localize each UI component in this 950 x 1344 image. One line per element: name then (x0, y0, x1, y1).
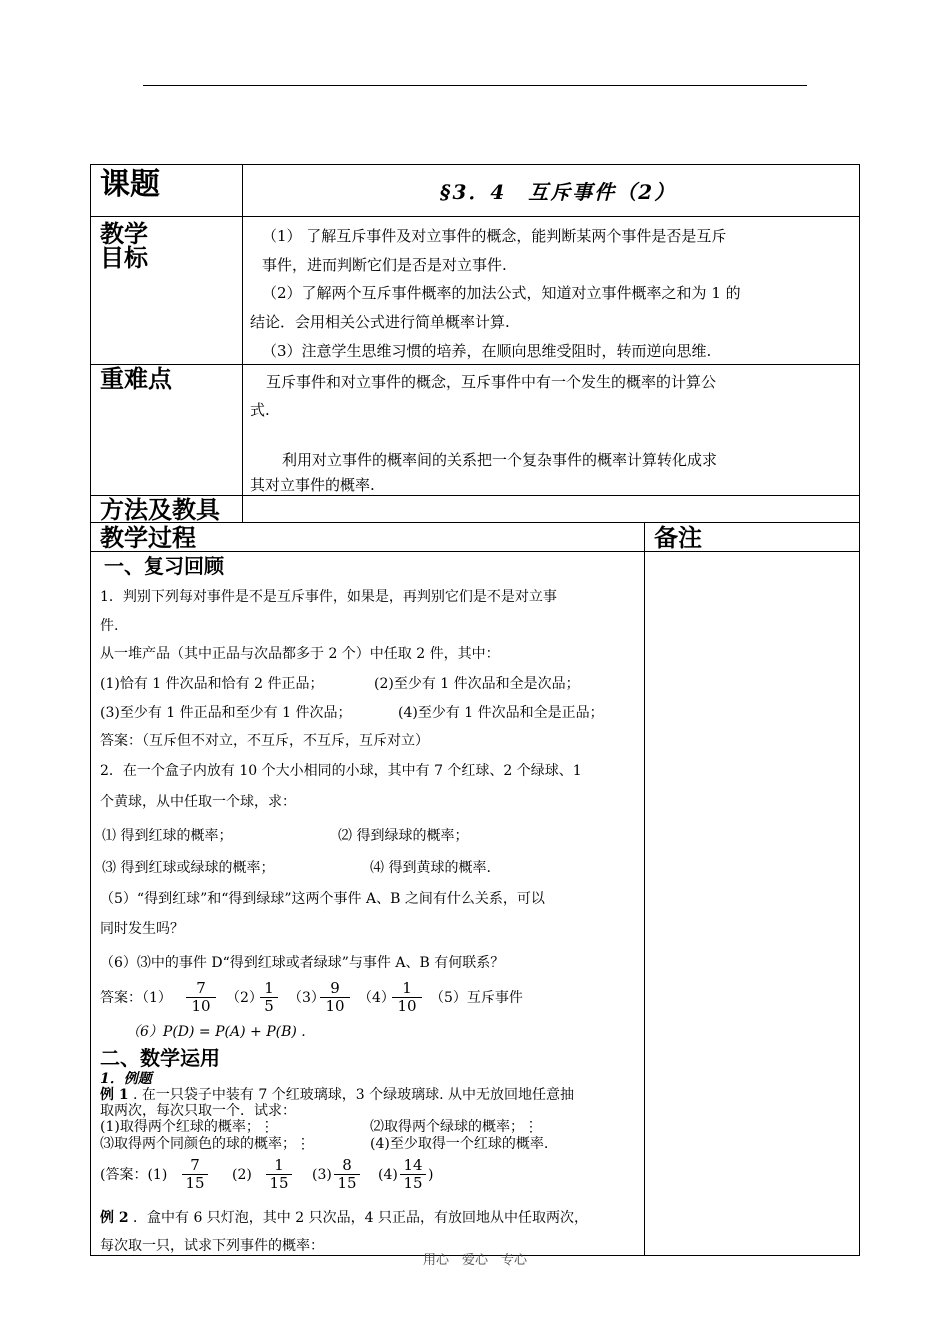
answer-label: ) (428, 1167, 434, 1183)
fraction: $\frac{9}{10}$ (320, 980, 350, 1015)
section-heading: 一、复习回顾 (104, 554, 224, 578)
question-line: 件. (100, 618, 119, 634)
page-title: §3．4 互斥事件（2） (440, 180, 677, 204)
option-item: ⑶取得两个同颜色的球的概率；⋮ (100, 1136, 310, 1152)
answer-label: （2） (226, 990, 263, 1006)
key-point-line: 其对立事件的概率. (250, 476, 375, 494)
key-point-line: 式. (250, 401, 270, 419)
key-point-line: 互斥事件和对立事件的概念，互斥事件中有一个发生的概率的计算公 (266, 373, 717, 391)
row-divider (90, 551, 860, 552)
option-item: (1)恰有 1 件次品和恰有 2 件正品； (100, 676, 324, 692)
goal-line: 事件，进而判断它们是否是对立事件. (262, 256, 507, 274)
answer-label: 答案：（1） (100, 990, 172, 1006)
top-rule (143, 85, 807, 86)
example-line: 每次取一只，试求下列事件的概率： (100, 1238, 324, 1254)
answer-label: （3） (288, 990, 325, 1006)
option-item: (2)至少有 1 件次品和全是次品； (374, 676, 580, 692)
fraction: $\frac{8}{15}$ (334, 1157, 360, 1192)
subheading: 1．例题 (100, 1071, 152, 1087)
answer-label: （5）互斥事件 (430, 990, 523, 1006)
fraction: $\frac{1}{15}$ (266, 1157, 292, 1192)
example-line: ．盒中有 6 只灯泡，其中 2 只次品，4 只正品，有放回地从中任取两次， (133, 1210, 588, 1226)
label-method: 方法及教具 (100, 496, 220, 524)
row-divider (90, 364, 860, 365)
question-line: 2．在一个盒子内放有 10 个大小相同的小球，其中有 7 个红球、2 个绿球、1 (100, 763, 582, 779)
fraction: $\frac{7}{15}$ (182, 1157, 208, 1192)
row-divider (90, 216, 860, 217)
fraction: $\frac{1}{5}$ (260, 980, 278, 1015)
option-item: ⑴ 得到红球的概率； (102, 828, 233, 844)
example-label: 例 2 (100, 1210, 129, 1226)
page-footer: 用心 爱心 专心 (422, 1253, 527, 1268)
question-line: 从一堆产品（其中正品与次品都多于 2 个）中任取 2 件，其中： (100, 646, 500, 662)
formula: （6）P(D) = P(A) + P(B) . (126, 1024, 306, 1040)
example-line: . 在一只袋子中装有 7 个红玻璃球，3 个绿玻璃球. 从中无放回地任意抽 (133, 1087, 574, 1103)
question-line: 同时发生吗？ (100, 921, 184, 937)
question-line: （6）⑶中的事件 D“得到红球或者绿球”与事件 A、B 有何联系？ (100, 955, 505, 971)
example-label: 例 1 (100, 1087, 129, 1103)
answer-label: (3) (312, 1167, 332, 1183)
goal-line: （2）了解两个互斥事件概率的加法公式，知道对立事件概率之和为 1 的 (262, 284, 741, 302)
column-divider (242, 164, 243, 522)
answer-label: （4） (358, 990, 395, 1006)
key-point-line: 利用对立事件的概率间的关系把一个复杂事件的概率计算转化成求 (282, 451, 718, 469)
question-line: 个黄球，从中任取一个球，求： (100, 794, 296, 810)
answer-label: (4) (378, 1167, 398, 1183)
section-heading: 二、数学运用 (100, 1046, 220, 1070)
answer-label: (2) (232, 1167, 252, 1183)
option-item: (4)至少取得一个红球的概率. (370, 1136, 549, 1152)
goal-line: （1） 了解互斥事件及对立事件的概念，能判断某两个事件是否是互斥 (262, 227, 727, 245)
example-line: 取两次，每次只取一个．试求： (100, 1103, 296, 1119)
fraction: $\frac{14}{15}$ (400, 1157, 426, 1192)
label-topic: 课题 (100, 167, 160, 202)
option-item: (3)至少有 1 件正品和至少有 1 件次品； (100, 705, 352, 721)
option-item: (4)至少有 1 件次品和全是正品； (398, 705, 604, 721)
option-item: ⑷ 得到黄球的概率. (370, 860, 491, 876)
column-divider (644, 522, 645, 1256)
option-item: ⑵ 得到绿球的概率； (338, 828, 469, 844)
fraction: $\frac{7}{10}$ (186, 980, 216, 1015)
question-line: 1．判别下列每对事件是不是互斥事件，如果是，再判别它们是不是对立事 (100, 589, 557, 605)
option-item: (1)取得两个红球的概率；⋮ (100, 1119, 274, 1135)
answer-label: (答案：(1) (100, 1167, 168, 1183)
label-goals-2: 目标 (100, 244, 148, 272)
answer-line: 答案：（互斥但不对立，不互斥，不互斥，互斥对立） (100, 733, 429, 749)
label-process: 教学过程 (100, 524, 196, 552)
option-item: ⑶ 得到红球或绿球的概率； (102, 860, 275, 876)
goal-line: 结论．会用相关公式进行简单概率计算. (250, 313, 510, 331)
label-key-points: 重难点 (100, 365, 172, 393)
fraction: $\frac{1}{10}$ (392, 980, 422, 1015)
option-item: ⑵取得两个绿球的概率；⋮ (370, 1119, 538, 1135)
label-goals: 教学 (100, 220, 148, 248)
label-notes: 备注 (654, 524, 702, 552)
goal-line: （3）注意学生思维习惯的培养，在顺向思维受阻时，转而逆向思维. (262, 342, 712, 360)
question-line: （5）“得到红球”和“得到绿球”这两个事件 A、B 之间有什么关系，可以 (100, 891, 545, 907)
